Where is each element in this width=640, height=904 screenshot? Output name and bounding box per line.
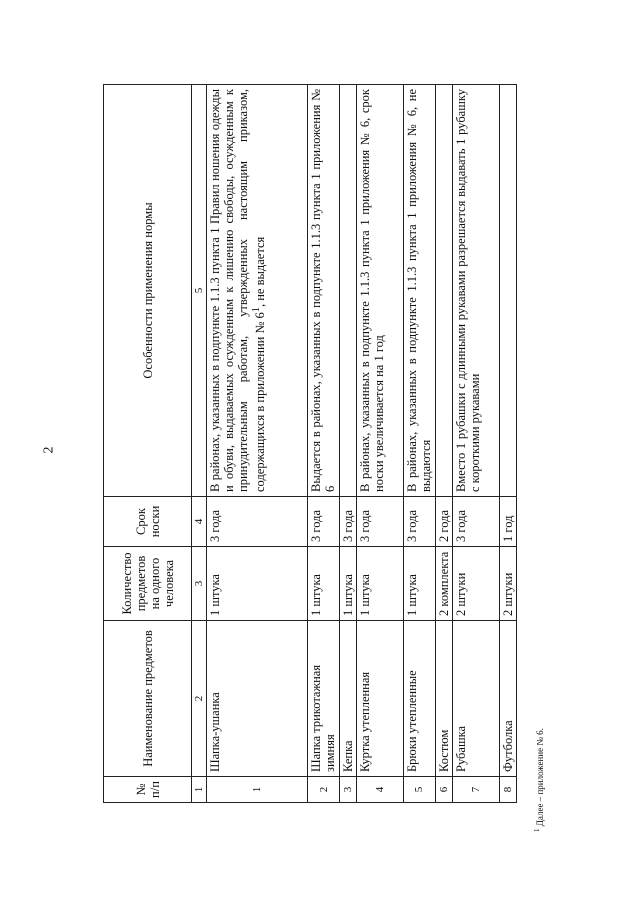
item-name: Брюки утепленные bbox=[403, 621, 435, 777]
item-term: 2 года bbox=[435, 497, 452, 547]
table-row bbox=[453, 85, 500, 803]
row-number: 1 bbox=[207, 777, 308, 803]
item-note bbox=[499, 85, 516, 497]
item-quantity: 1 штука bbox=[356, 547, 403, 621]
row-number: 7 bbox=[453, 777, 500, 803]
footnote-marker: 1 bbox=[533, 828, 541, 832]
footnote-text: Далее – приложение № 6. bbox=[535, 728, 545, 829]
column-index: 1 bbox=[192, 777, 207, 803]
item-term: 3 года bbox=[308, 497, 339, 547]
item-note: Вместо 1 рубашки с длинными рукавами разрешается выдавать 1 рубашку с короткими рукавами bbox=[453, 85, 500, 497]
column-index: 3 bbox=[192, 547, 207, 621]
item-quantity: 1 штука bbox=[339, 547, 356, 621]
column-index: 5 bbox=[192, 85, 207, 497]
table-header-row bbox=[104, 85, 192, 803]
table-row bbox=[499, 85, 516, 803]
footnote-ref: 1 bbox=[251, 307, 263, 313]
item-name: Шапка трикотажная зимняя bbox=[308, 621, 339, 777]
header-quantity: Количество предметов на одного человека bbox=[104, 547, 192, 621]
item-name: Шапка-ушанка bbox=[207, 621, 308, 777]
table-row bbox=[403, 85, 435, 803]
item-term: 1 год bbox=[499, 497, 516, 547]
item-quantity: 2 штуки bbox=[499, 547, 516, 621]
item-note bbox=[207, 85, 308, 497]
table-row bbox=[435, 85, 452, 803]
table-row bbox=[308, 85, 339, 803]
column-index-row bbox=[192, 85, 207, 803]
item-note: В районах, указанных в подпункте 1.1.3 пункта 1 приложения № 6, срок носки увеличивается на 1 год bbox=[356, 85, 403, 497]
item-quantity: 1 штука bbox=[308, 547, 339, 621]
item-name: Футболка bbox=[499, 621, 516, 777]
item-term: 3 года bbox=[453, 497, 500, 547]
item-name: Куртка утепленная bbox=[356, 621, 403, 777]
page-number: 2 bbox=[41, 446, 57, 454]
item-name: Рубашка bbox=[453, 621, 500, 777]
item-quantity: 1 штука bbox=[403, 547, 435, 621]
item-term: 3 года bbox=[356, 497, 403, 547]
item-term: 3 года bbox=[207, 497, 308, 547]
header-item-name: Наименование предметов bbox=[104, 621, 192, 777]
item-term: 3 года bbox=[339, 497, 356, 547]
note-text: В районах, указанных в подпункте 1.1.3 пункта 1 Правил ношения одежды и обуви, выдаваемых осужденным к лишению свободы, осужденным к принудительным работам, утвержденных настоящим приказом, содержащихся в приложении № 6 bbox=[208, 89, 268, 492]
item-note: Выдается в районах, указанных в подпункте 1.1.3 пункта 1 приложения № 6 bbox=[308, 85, 339, 497]
header-wear-term: Срок носки bbox=[104, 497, 192, 547]
row-number: 8 bbox=[499, 777, 516, 803]
header-notes: Особенности применения нормы bbox=[104, 85, 192, 497]
row-number: 4 bbox=[356, 777, 403, 803]
header-number: № п/п bbox=[104, 777, 192, 803]
item-name: Кепка bbox=[339, 621, 356, 777]
item-note bbox=[435, 85, 452, 497]
item-note bbox=[339, 85, 356, 497]
row-number: 5 bbox=[403, 777, 435, 803]
column-index: 2 bbox=[192, 621, 207, 777]
row-number: 2 bbox=[308, 777, 339, 803]
item-name: Костюм bbox=[435, 621, 452, 777]
item-quantity: 2 штуки bbox=[453, 547, 500, 621]
norms-table bbox=[103, 84, 517, 803]
row-number: 3 bbox=[339, 777, 356, 803]
table-row bbox=[339, 85, 356, 803]
row-number: 6 bbox=[435, 777, 452, 803]
column-index: 4 bbox=[192, 497, 207, 547]
table-row bbox=[207, 85, 308, 803]
item-term: 3 года bbox=[403, 497, 435, 547]
item-note: В районах, указанных в подпункте 1.1.3 пункта 1 приложения № 6, не выдаются bbox=[403, 85, 435, 497]
item-quantity: 1 штука bbox=[207, 547, 308, 621]
table-row bbox=[356, 85, 403, 803]
norms-table-container bbox=[103, 85, 517, 803]
note-text-tail: , не выдается bbox=[253, 236, 268, 308]
item-quantity: 2 комплекта bbox=[435, 547, 452, 621]
